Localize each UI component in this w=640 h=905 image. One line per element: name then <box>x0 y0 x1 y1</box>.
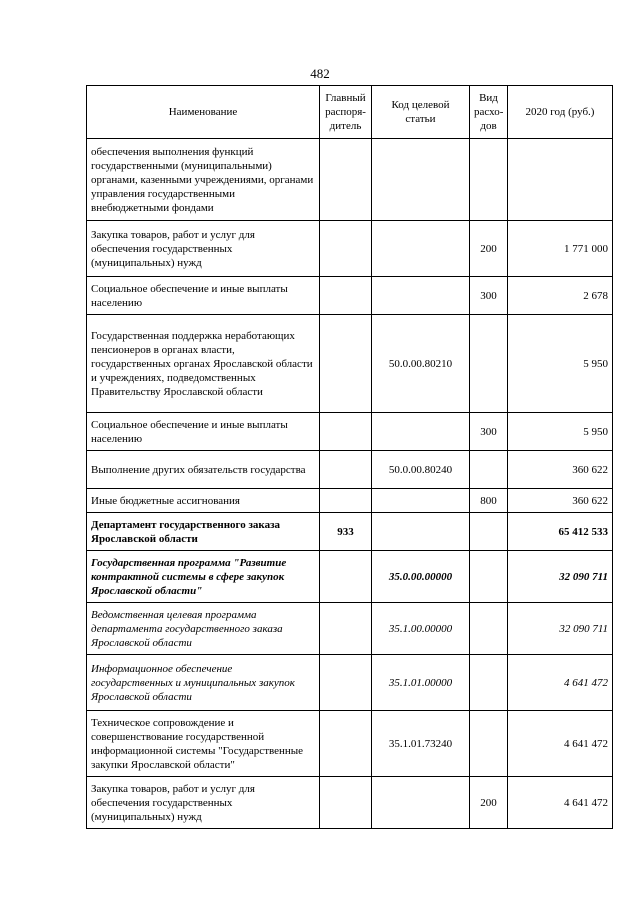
row-sum: 5 950 <box>508 315 613 413</box>
row-sum: 4 641 472 <box>508 777 613 829</box>
row-main-manager <box>320 489 372 513</box>
header-main-manager: Главный распоря-дитель <box>320 86 372 139</box>
row-target-code <box>372 413 470 451</box>
table-row <box>87 777 613 829</box>
row-expense-type <box>470 513 508 551</box>
row-expense-type <box>470 551 508 603</box>
row-expense-type <box>470 451 508 489</box>
row-name: обеспечения выполнения функций государственными (муниципальными) органами, казенными учреждениями, органами управления государственными внебюджетными фондами <box>87 139 320 221</box>
row-main-manager <box>320 711 372 777</box>
row-expense-type <box>470 315 508 413</box>
row-sum: 360 622 <box>508 451 613 489</box>
row-name: Закупка товаров, работ и услуг для обеспечения государственных (муниципальных) нужд <box>87 777 320 829</box>
row-sum <box>508 139 613 221</box>
row-expense-type: 300 <box>470 413 508 451</box>
row-main-manager <box>320 777 372 829</box>
table-row <box>87 551 613 603</box>
table-row <box>87 413 613 451</box>
row-target-code: 35.1.01.73240 <box>372 711 470 777</box>
header-expense-type: Вид расхо-дов <box>470 86 508 139</box>
table-row <box>87 711 613 777</box>
row-target-code: 50.0.00.80240 <box>372 451 470 489</box>
table-row <box>87 277 613 315</box>
row-expense-type <box>470 655 508 711</box>
table-row <box>87 603 613 655</box>
row-sum: 5 950 <box>508 413 613 451</box>
row-name: Государственная программа "Развитие контрактной системы в сфере закупок Ярославской области" <box>87 551 320 603</box>
header-year-sum: 2020 год (руб.) <box>508 86 613 139</box>
row-name: Ведомственная целевая программа департамента государственного заказа Ярославской области <box>87 603 320 655</box>
row-sum: 360 622 <box>508 489 613 513</box>
row-target-code: 35.0.00.00000 <box>372 551 470 603</box>
row-name: Департамент государственного заказа Ярославской области <box>87 513 320 551</box>
table-row <box>87 513 613 551</box>
row-sum: 1 771 000 <box>508 221 613 277</box>
row-main-manager <box>320 139 372 221</box>
row-expense-type: 800 <box>470 489 508 513</box>
row-target-code: 35.1.00.00000 <box>372 603 470 655</box>
header-name: Наименование <box>87 86 320 139</box>
row-name: Иные бюджетные ассигнования <box>87 489 320 513</box>
row-sum: 4 641 472 <box>508 655 613 711</box>
row-target-code <box>372 513 470 551</box>
row-target-code <box>372 777 470 829</box>
row-target-code: 35.1.01.00000 <box>372 655 470 711</box>
row-expense-type <box>470 711 508 777</box>
row-sum: 32 090 711 <box>508 603 613 655</box>
row-target-code <box>372 221 470 277</box>
row-expense-type: 300 <box>470 277 508 315</box>
row-main-manager <box>320 551 372 603</box>
row-main-manager <box>320 413 372 451</box>
row-expense-type: 200 <box>470 777 508 829</box>
row-expense-type: 200 <box>470 221 508 277</box>
row-target-code: 50.0.00.80210 <box>372 315 470 413</box>
row-name: Выполнение других обязательств государства <box>87 451 320 489</box>
table-row <box>87 139 613 221</box>
row-main-manager <box>320 603 372 655</box>
row-sum: 4 641 472 <box>508 711 613 777</box>
table-row <box>87 489 613 513</box>
row-name: Информационное обеспечение государственных и муниципальных закупок Ярославской области <box>87 655 320 711</box>
row-main-manager <box>320 315 372 413</box>
row-name: Закупка товаров, работ и услуг для обеспечения государственных (муниципальных) нужд <box>87 221 320 277</box>
row-sum: 2 678 <box>508 277 613 315</box>
page-number: 482 <box>310 66 330 81</box>
row-target-code <box>372 139 470 221</box>
row-sum: 32 090 711 <box>508 551 613 603</box>
table-row <box>87 655 613 711</box>
row-name: Социальное обеспечение и иные выплаты населению <box>87 413 320 451</box>
table-row <box>87 315 613 413</box>
row-expense-type <box>470 603 508 655</box>
row-name: Социальное обеспечение и иные выплаты населению <box>87 277 320 315</box>
row-name: Техническое сопровождение и совершенствование государственной информационной системы "Государственные закупки Ярославской области" <box>87 711 320 777</box>
row-sum: 65 412 533 <box>508 513 613 551</box>
row-main-manager: 933 <box>320 513 372 551</box>
table-row <box>87 221 613 277</box>
table-row <box>87 451 613 489</box>
row-target-code <box>372 277 470 315</box>
row-main-manager <box>320 655 372 711</box>
header-target-code: Код целевой статьи <box>372 86 470 139</box>
row-main-manager <box>320 451 372 489</box>
row-main-manager <box>320 277 372 315</box>
table-header-row <box>87 86 613 139</box>
budget-table <box>86 85 613 829</box>
row-target-code <box>372 489 470 513</box>
row-expense-type <box>470 139 508 221</box>
row-name: Государственная поддержка неработающих пенсионеров в органах власти, государственных органах Ярославской области и учреждениях, подведомственных Правительству Ярославской области <box>87 315 320 413</box>
row-main-manager <box>320 221 372 277</box>
